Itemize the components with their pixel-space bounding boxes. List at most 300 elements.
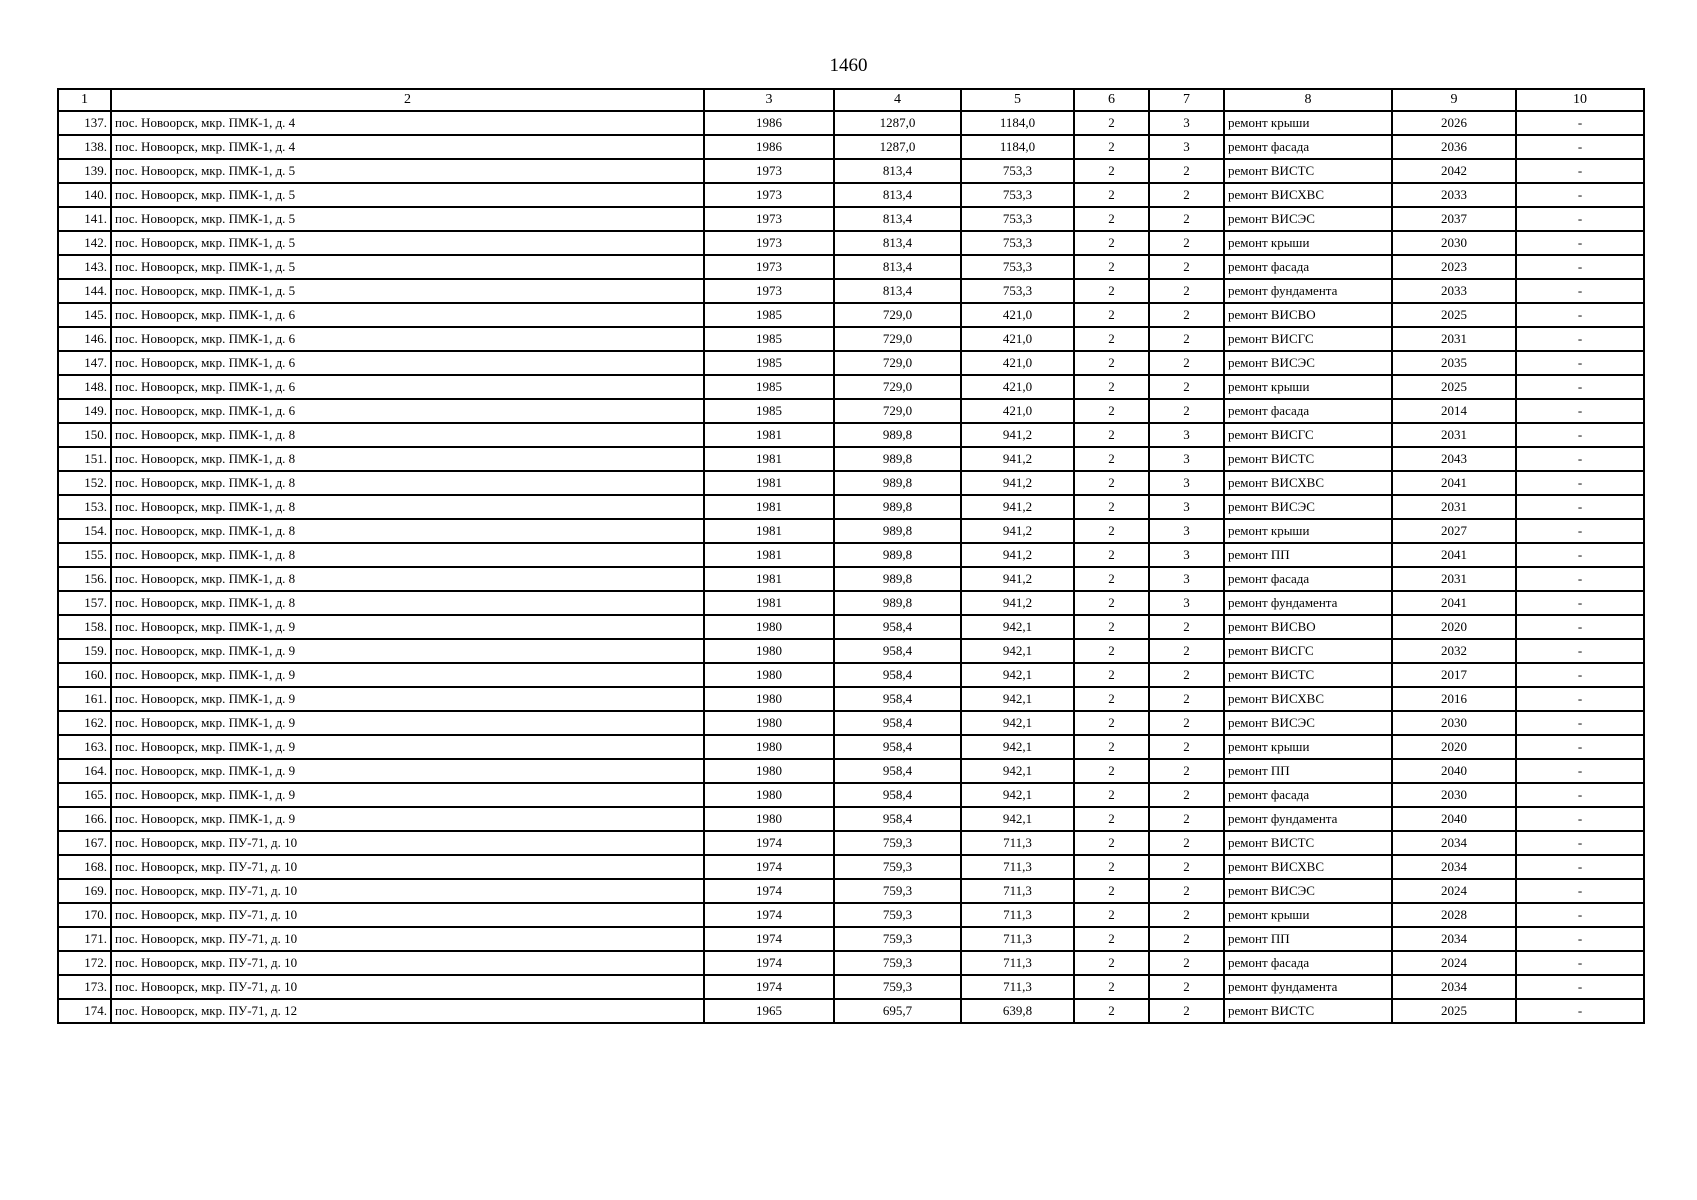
living-area-cell: 711,3 [961, 975, 1074, 999]
living-area-cell: 421,0 [961, 351, 1074, 375]
note-cell: - [1516, 831, 1644, 855]
note-cell: - [1516, 807, 1644, 831]
living-area-cell: 711,3 [961, 831, 1074, 855]
total-area-cell: 729,0 [834, 351, 961, 375]
repair-year-cell: 2025 [1392, 375, 1516, 399]
note-cell: - [1516, 615, 1644, 639]
living-area-cell: 941,2 [961, 567, 1074, 591]
build-year-cell: 1980 [704, 687, 834, 711]
living-area-cell: 942,1 [961, 615, 1074, 639]
floors-cell: 2 [1074, 543, 1149, 567]
living-area-cell: 942,1 [961, 807, 1074, 831]
total-area-cell: 989,8 [834, 567, 961, 591]
note-cell: - [1516, 183, 1644, 207]
repair-year-cell: 2041 [1392, 591, 1516, 615]
living-area-cell: 711,3 [961, 855, 1074, 879]
build-year-cell: 1981 [704, 471, 834, 495]
entrances-cell: 2 [1149, 687, 1224, 711]
note-cell: - [1516, 663, 1644, 687]
living-area-cell: 942,1 [961, 759, 1074, 783]
repair-type-cell: ремонт ВИСТС [1224, 447, 1392, 471]
note-cell: - [1516, 423, 1644, 447]
floors-cell: 2 [1074, 447, 1149, 471]
floors-cell: 2 [1074, 351, 1149, 375]
address-cell: пос. Новоорск, мкр. ПМК-1, д. 9 [111, 759, 704, 783]
table-row [58, 663, 1644, 687]
address-cell: пос. Новоорск, мкр. ПУ-71, д. 12 [111, 999, 704, 1023]
row-number-cell: 171. [58, 927, 111, 951]
build-year-cell: 1980 [704, 759, 834, 783]
build-year-cell: 1980 [704, 735, 834, 759]
total-area-cell: 759,3 [834, 975, 961, 999]
table-row [58, 639, 1644, 663]
note-cell: - [1516, 567, 1644, 591]
row-number-cell: 147. [58, 351, 111, 375]
floors-cell: 2 [1074, 423, 1149, 447]
table-row [58, 159, 1644, 183]
floors-cell: 2 [1074, 519, 1149, 543]
living-area-cell: 941,2 [961, 495, 1074, 519]
living-area-cell: 942,1 [961, 663, 1074, 687]
floors-cell: 2 [1074, 783, 1149, 807]
table-row [58, 903, 1644, 927]
total-area-cell: 989,8 [834, 423, 961, 447]
total-area-cell: 813,4 [834, 159, 961, 183]
total-area-cell: 729,0 [834, 303, 961, 327]
address-cell: пос. Новоорск, мкр. ПМК-1, д. 9 [111, 687, 704, 711]
build-year-cell: 1980 [704, 711, 834, 735]
floors-cell: 2 [1074, 735, 1149, 759]
living-area-cell: 421,0 [961, 303, 1074, 327]
address-cell: пос. Новоорск, мкр. ПМК-1, д. 6 [111, 303, 704, 327]
floors-cell: 2 [1074, 231, 1149, 255]
table-row [58, 327, 1644, 351]
table-row [58, 135, 1644, 159]
floors-cell: 2 [1074, 759, 1149, 783]
total-area-cell: 958,4 [834, 807, 961, 831]
row-number-cell: 172. [58, 951, 111, 975]
build-year-cell: 1974 [704, 975, 834, 999]
repair-type-cell: ремонт фасада [1224, 135, 1392, 159]
entrances-cell: 3 [1149, 111, 1224, 135]
row-number-cell: 141. [58, 207, 111, 231]
floors-cell: 2 [1074, 567, 1149, 591]
entrances-cell: 2 [1149, 183, 1224, 207]
row-number-cell: 149. [58, 399, 111, 423]
floors-cell: 2 [1074, 279, 1149, 303]
build-year-cell: 1980 [704, 615, 834, 639]
living-area-cell: 1184,0 [961, 135, 1074, 159]
build-year-cell: 1974 [704, 903, 834, 927]
build-year-cell: 1980 [704, 639, 834, 663]
floors-cell: 2 [1074, 855, 1149, 879]
living-area-cell: 942,1 [961, 687, 1074, 711]
table-row [58, 351, 1644, 375]
table-row [58, 951, 1644, 975]
floors-cell: 2 [1074, 711, 1149, 735]
living-area-cell: 941,2 [961, 543, 1074, 567]
total-area-cell: 729,0 [834, 399, 961, 423]
row-number-cell: 150. [58, 423, 111, 447]
table-row [58, 831, 1644, 855]
floors-cell: 2 [1074, 471, 1149, 495]
repair-year-cell: 2030 [1392, 783, 1516, 807]
table-row [58, 207, 1644, 231]
address-cell: пос. Новоорск, мкр. ПМК-1, д. 6 [111, 375, 704, 399]
column-header: 5 [961, 89, 1074, 111]
entrances-cell: 2 [1149, 399, 1224, 423]
note-cell: - [1516, 279, 1644, 303]
address-cell: пос. Новоорск, мкр. ПУ-71, д. 10 [111, 855, 704, 879]
living-area-cell: 753,3 [961, 183, 1074, 207]
address-cell: пос. Новоорск, мкр. ПМК-1, д. 6 [111, 351, 704, 375]
row-number-cell: 151. [58, 447, 111, 471]
table-row [58, 279, 1644, 303]
row-number-cell: 143. [58, 255, 111, 279]
note-cell: - [1516, 159, 1644, 183]
row-number-cell: 170. [58, 903, 111, 927]
floors-cell: 2 [1074, 879, 1149, 903]
repair-type-cell: ремонт фундамента [1224, 591, 1392, 615]
repair-year-cell: 2016 [1392, 687, 1516, 711]
floors-cell: 2 [1074, 183, 1149, 207]
address-cell: пос. Новоорск, мкр. ПМК-1, д. 5 [111, 279, 704, 303]
address-cell: пос. Новоорск, мкр. ПМК-1, д. 5 [111, 231, 704, 255]
table-row [58, 303, 1644, 327]
column-header: 4 [834, 89, 961, 111]
table-row [58, 591, 1644, 615]
repair-type-cell: ремонт крыши [1224, 375, 1392, 399]
table-row [58, 783, 1644, 807]
repair-type-cell: ремонт фундамента [1224, 975, 1392, 999]
note-cell: - [1516, 687, 1644, 711]
repair-year-cell: 2025 [1392, 303, 1516, 327]
row-number-cell: 140. [58, 183, 111, 207]
repair-type-cell: ремонт ВИСЭС [1224, 495, 1392, 519]
table-row [58, 255, 1644, 279]
total-area-cell: 958,4 [834, 687, 961, 711]
row-number-cell: 159. [58, 639, 111, 663]
repair-year-cell: 2030 [1392, 231, 1516, 255]
repair-year-cell: 2040 [1392, 807, 1516, 831]
note-cell: - [1516, 399, 1644, 423]
repair-type-cell: ремонт ПП [1224, 759, 1392, 783]
row-number-cell: 153. [58, 495, 111, 519]
living-area-cell: 941,2 [961, 519, 1074, 543]
page-number: 1460 [829, 55, 868, 76]
column-header: 9 [1392, 89, 1516, 111]
entrances-cell: 2 [1149, 831, 1224, 855]
entrances-cell: 2 [1149, 207, 1224, 231]
row-number-cell: 155. [58, 543, 111, 567]
repair-year-cell: 2041 [1392, 471, 1516, 495]
total-area-cell: 813,4 [834, 231, 961, 255]
note-cell: - [1516, 519, 1644, 543]
row-number-cell: 163. [58, 735, 111, 759]
table-row [58, 399, 1644, 423]
repair-type-cell: ремонт ПП [1224, 927, 1392, 951]
row-number-cell: 168. [58, 855, 111, 879]
entrances-cell: 2 [1149, 975, 1224, 999]
living-area-cell: 421,0 [961, 327, 1074, 351]
note-cell: - [1516, 951, 1644, 975]
note-cell: - [1516, 447, 1644, 471]
repair-year-cell: 2023 [1392, 255, 1516, 279]
entrances-cell: 3 [1149, 447, 1224, 471]
row-number-cell: 162. [58, 711, 111, 735]
entrances-cell: 2 [1149, 375, 1224, 399]
repair-type-cell: ремонт крыши [1224, 735, 1392, 759]
note-cell: - [1516, 975, 1644, 999]
repair-type-cell: ремонт фасада [1224, 399, 1392, 423]
total-area-cell: 958,4 [834, 783, 961, 807]
build-year-cell: 1981 [704, 447, 834, 471]
build-year-cell: 1986 [704, 135, 834, 159]
total-area-cell: 759,3 [834, 855, 961, 879]
total-area-cell: 958,4 [834, 711, 961, 735]
build-year-cell: 1980 [704, 783, 834, 807]
floors-cell: 2 [1074, 399, 1149, 423]
total-area-cell: 989,8 [834, 495, 961, 519]
repair-year-cell: 2031 [1392, 423, 1516, 447]
repair-year-cell: 2026 [1392, 111, 1516, 135]
repair-type-cell: ремонт крыши [1224, 231, 1392, 255]
floors-cell: 2 [1074, 639, 1149, 663]
address-cell: пос. Новоорск, мкр. ПМК-1, д. 8 [111, 519, 704, 543]
build-year-cell: 1981 [704, 519, 834, 543]
entrances-cell: 3 [1149, 423, 1224, 447]
build-year-cell: 1981 [704, 543, 834, 567]
note-cell: - [1516, 711, 1644, 735]
row-number-cell: 152. [58, 471, 111, 495]
column-header: 3 [704, 89, 834, 111]
total-area-cell: 989,8 [834, 471, 961, 495]
repair-year-cell: 2041 [1392, 543, 1516, 567]
build-year-cell: 1974 [704, 879, 834, 903]
repair-year-cell: 2034 [1392, 975, 1516, 999]
repair-year-cell: 2017 [1392, 663, 1516, 687]
address-cell: пос. Новоорск, мкр. ПМК-1, д. 8 [111, 447, 704, 471]
build-year-cell: 1973 [704, 207, 834, 231]
repair-year-cell: 2043 [1392, 447, 1516, 471]
note-cell: - [1516, 351, 1644, 375]
total-area-cell: 813,4 [834, 279, 961, 303]
entrances-cell: 2 [1149, 759, 1224, 783]
table-row [58, 615, 1644, 639]
total-area-cell: 759,3 [834, 927, 961, 951]
total-area-cell: 813,4 [834, 183, 961, 207]
address-cell: пос. Новоорск, мкр. ПМК-1, д. 8 [111, 423, 704, 447]
entrances-cell: 2 [1149, 663, 1224, 687]
repair-type-cell: ремонт ВИСЭС [1224, 207, 1392, 231]
build-year-cell: 1973 [704, 183, 834, 207]
repair-type-cell: ремонт ВИСГС [1224, 639, 1392, 663]
column-header: 10 [1516, 89, 1644, 111]
build-year-cell: 1973 [704, 279, 834, 303]
table-row [58, 231, 1644, 255]
floors-cell: 2 [1074, 903, 1149, 927]
floors-cell: 2 [1074, 327, 1149, 351]
build-year-cell: 1973 [704, 159, 834, 183]
address-cell: пос. Новоорск, мкр. ПУ-71, д. 10 [111, 951, 704, 975]
floors-cell: 2 [1074, 375, 1149, 399]
entrances-cell: 2 [1149, 351, 1224, 375]
build-year-cell: 1974 [704, 927, 834, 951]
living-area-cell: 711,3 [961, 927, 1074, 951]
repair-year-cell: 2028 [1392, 903, 1516, 927]
build-year-cell: 1973 [704, 231, 834, 255]
repair-type-cell: ремонт ВИСХВС [1224, 183, 1392, 207]
repair-type-cell: ремонт фасада [1224, 255, 1392, 279]
address-cell: пос. Новоорск, мкр. ПМК-1, д. 6 [111, 327, 704, 351]
address-cell: пос. Новоорск, мкр. ПМК-1, д. 6 [111, 399, 704, 423]
table-row [58, 183, 1644, 207]
total-area-cell: 989,8 [834, 591, 961, 615]
note-cell: - [1516, 495, 1644, 519]
note-cell: - [1516, 735, 1644, 759]
build-year-cell: 1985 [704, 375, 834, 399]
row-number-cell: 158. [58, 615, 111, 639]
column-header: 8 [1224, 89, 1392, 111]
table-row [58, 423, 1644, 447]
repair-type-cell: ремонт ВИСВО [1224, 303, 1392, 327]
entrances-cell: 2 [1149, 279, 1224, 303]
entrances-cell: 3 [1149, 471, 1224, 495]
repair-year-cell: 2032 [1392, 639, 1516, 663]
address-cell: пос. Новоорск, мкр. ПМК-1, д. 8 [111, 471, 704, 495]
living-area-cell: 421,0 [961, 375, 1074, 399]
note-cell: - [1516, 759, 1644, 783]
note-cell: - [1516, 111, 1644, 135]
entrances-cell: 2 [1149, 807, 1224, 831]
table-row [58, 855, 1644, 879]
repair-year-cell: 2033 [1392, 183, 1516, 207]
total-area-cell: 989,8 [834, 447, 961, 471]
floors-cell: 2 [1074, 159, 1149, 183]
note-cell: - [1516, 927, 1644, 951]
build-year-cell: 1986 [704, 111, 834, 135]
build-year-cell: 1974 [704, 831, 834, 855]
build-year-cell: 1980 [704, 663, 834, 687]
living-area-cell: 421,0 [961, 399, 1074, 423]
repair-year-cell: 2034 [1392, 927, 1516, 951]
row-number-cell: 166. [58, 807, 111, 831]
address-cell: пос. Новоорск, мкр. ПМК-1, д. 4 [111, 111, 704, 135]
entrances-cell: 3 [1149, 591, 1224, 615]
living-area-cell: 711,3 [961, 879, 1074, 903]
repair-year-cell: 2031 [1392, 567, 1516, 591]
repair-type-cell: ремонт ПП [1224, 543, 1392, 567]
note-cell: - [1516, 855, 1644, 879]
total-area-cell: 729,0 [834, 327, 961, 351]
entrances-cell: 2 [1149, 855, 1224, 879]
repair-type-cell: ремонт крыши [1224, 111, 1392, 135]
floors-cell: 2 [1074, 111, 1149, 135]
address-cell: пос. Новоорск, мкр. ПУ-71, д. 10 [111, 831, 704, 855]
address-cell: пос. Новоорск, мкр. ПМК-1, д. 9 [111, 735, 704, 759]
living-area-cell: 942,1 [961, 639, 1074, 663]
total-area-cell: 958,4 [834, 615, 961, 639]
entrances-cell: 3 [1149, 495, 1224, 519]
living-area-cell: 711,3 [961, 951, 1074, 975]
repair-year-cell: 2037 [1392, 207, 1516, 231]
repair-year-cell: 2031 [1392, 495, 1516, 519]
note-cell: - [1516, 639, 1644, 663]
table-row [58, 687, 1644, 711]
floors-cell: 2 [1074, 255, 1149, 279]
build-year-cell: 1981 [704, 423, 834, 447]
total-area-cell: 958,4 [834, 759, 961, 783]
address-cell: пос. Новоорск, мкр. ПМК-1, д. 9 [111, 783, 704, 807]
note-cell: - [1516, 135, 1644, 159]
address-cell: пос. Новоорск, мкр. ПУ-71, д. 10 [111, 975, 704, 999]
total-area-cell: 958,4 [834, 639, 961, 663]
build-year-cell: 1965 [704, 999, 834, 1023]
repair-year-cell: 2035 [1392, 351, 1516, 375]
address-cell: пос. Новоорск, мкр. ПМК-1, д. 8 [111, 495, 704, 519]
living-area-cell: 942,1 [961, 735, 1074, 759]
entrances-cell: 3 [1149, 519, 1224, 543]
repair-type-cell: ремонт ВИСВО [1224, 615, 1392, 639]
repair-year-cell: 2024 [1392, 879, 1516, 903]
table-row [58, 519, 1644, 543]
repair-type-cell: ремонт фасада [1224, 567, 1392, 591]
total-area-cell: 1287,0 [834, 135, 961, 159]
total-area-cell: 813,4 [834, 255, 961, 279]
note-cell: - [1516, 303, 1644, 327]
entrances-cell: 2 [1149, 735, 1224, 759]
repair-schedule-table [57, 88, 1645, 1024]
floors-cell: 2 [1074, 135, 1149, 159]
entrances-cell: 2 [1149, 999, 1224, 1023]
total-area-cell: 813,4 [834, 207, 961, 231]
repair-type-cell: ремонт ВИСТС [1224, 159, 1392, 183]
row-number-cell: 138. [58, 135, 111, 159]
repair-type-cell: ремонт фасада [1224, 783, 1392, 807]
repair-type-cell: ремонт ВИСГС [1224, 327, 1392, 351]
entrances-cell: 2 [1149, 303, 1224, 327]
build-year-cell: 1974 [704, 951, 834, 975]
floors-cell: 2 [1074, 495, 1149, 519]
entrances-cell: 2 [1149, 255, 1224, 279]
repair-year-cell: 2031 [1392, 327, 1516, 351]
column-header: 2 [111, 89, 704, 111]
row-number-cell: 156. [58, 567, 111, 591]
repair-year-cell: 2036 [1392, 135, 1516, 159]
total-area-cell: 958,4 [834, 663, 961, 687]
living-area-cell: 711,3 [961, 903, 1074, 927]
repair-type-cell: ремонт крыши [1224, 519, 1392, 543]
total-area-cell: 989,8 [834, 519, 961, 543]
table-row [58, 759, 1644, 783]
table-row [58, 975, 1644, 999]
row-number-cell: 161. [58, 687, 111, 711]
repair-type-cell: ремонт ВИСЭС [1224, 711, 1392, 735]
total-area-cell: 989,8 [834, 543, 961, 567]
table-row [58, 807, 1644, 831]
total-area-cell: 729,0 [834, 375, 961, 399]
row-number-cell: 174. [58, 999, 111, 1023]
address-cell: пос. Новоорск, мкр. ПМК-1, д. 8 [111, 567, 704, 591]
floors-cell: 2 [1074, 591, 1149, 615]
total-area-cell: 759,3 [834, 951, 961, 975]
repair-type-cell: ремонт ВИСТС [1224, 831, 1392, 855]
entrances-cell: 2 [1149, 951, 1224, 975]
repair-year-cell: 2033 [1392, 279, 1516, 303]
entrances-cell: 2 [1149, 159, 1224, 183]
row-number-cell: 173. [58, 975, 111, 999]
repair-type-cell: ремонт фундамента [1224, 279, 1392, 303]
